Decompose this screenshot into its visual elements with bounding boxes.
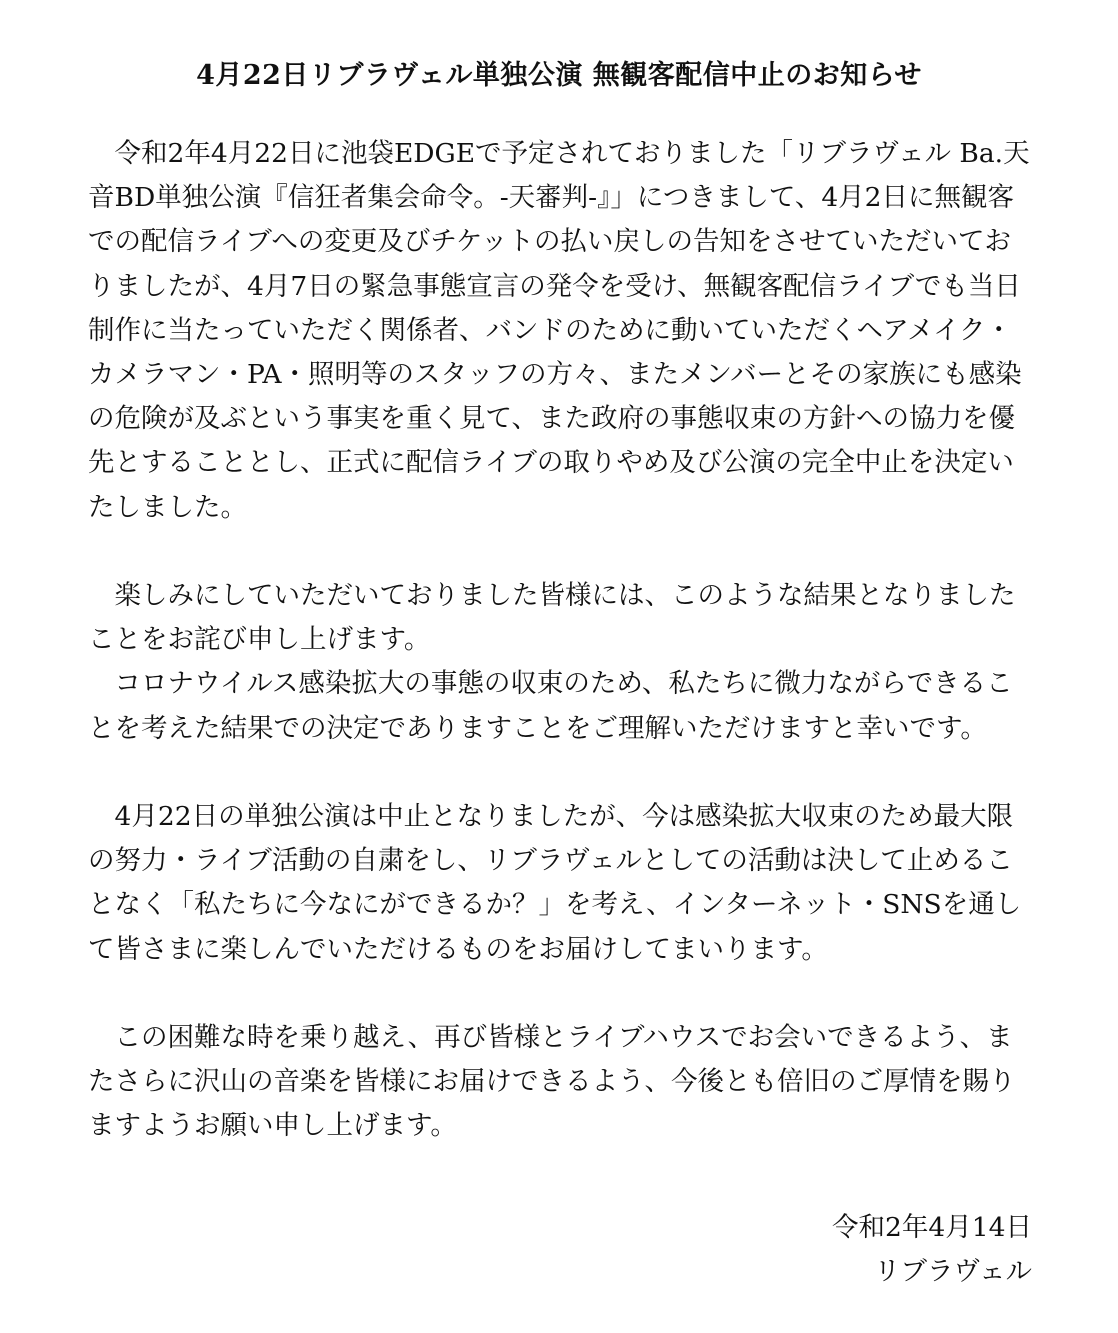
paragraph-online-activities: 4月22日の単独公演は中止となりましたが、今は感染拡大収束のため最大限の努力・ライブ活動の自粛をし、リブラヴェルとしての活動は決して止めることなく「私たちに今なにができるか？」を考え、インターネット・SNSを通して皆さまに楽しんでいただけるものをお届けしてまいります。 [88,801,1022,965]
paragraph-cancellation: 令和2年4月22日に池袋EDGEで予定されておりました「リブラヴェル Ba.天音BD単独公演『信狂者集会命令。-天審判-』」につきまして、4月2日に無観客での配信ライブへの変更及びチケットの払い戻しの告知をさせていただいておりましたが、4月7日の緊急事態宣言の発令を受け、無観客配信ライブでも当日制作に当たっていただく関係者、バンドのために動いていただくヘアメイク・カメラマン・PA・照明等のスタッフの方々、またメンバーとその家族にも感染の危険が及ぶという事実を重く見て、また政府の事態収束の方針への協力を優先とすることとし、正式に配信ライブの取りやめ及び公演の完全中止を決定いたしました。 [88,138,1030,523]
paragraph-spacer [88,530,1033,574]
signature-name: リブラヴェル [874,1256,1032,1287]
paragraph-understanding: コロナウイルス感染拡大の事態の収束のため、私たちに微力ながらできることを考えた結果での決定でありますことをご理解いただけますと幸いです。 [88,668,1013,744]
paragraph-spacer [88,751,1033,795]
page-title: 4月22日リブラヴェル単独公演 無観客配信中止のお知らせ [196,60,922,91]
signature-block [832,1206,1032,1294]
notice-body [88,132,1033,1149]
paragraph-spacer [88,972,1033,1016]
paragraph-closing: この困難な時を乗り越え、再び皆様とライブハウスでお会いできるよう、またさらに沢山の音楽を皆様にお届けできるよう、今後とも倍旧のご厚情を賜りますようお願い申し上げます。 [88,1022,1016,1142]
signature-date: 令和2年4月14日 [832,1212,1032,1243]
paragraph-apology: 楽しみにしていただいておりました皆様には、このような結果となりましたことをお詫び申し上げます。 [88,580,1016,656]
